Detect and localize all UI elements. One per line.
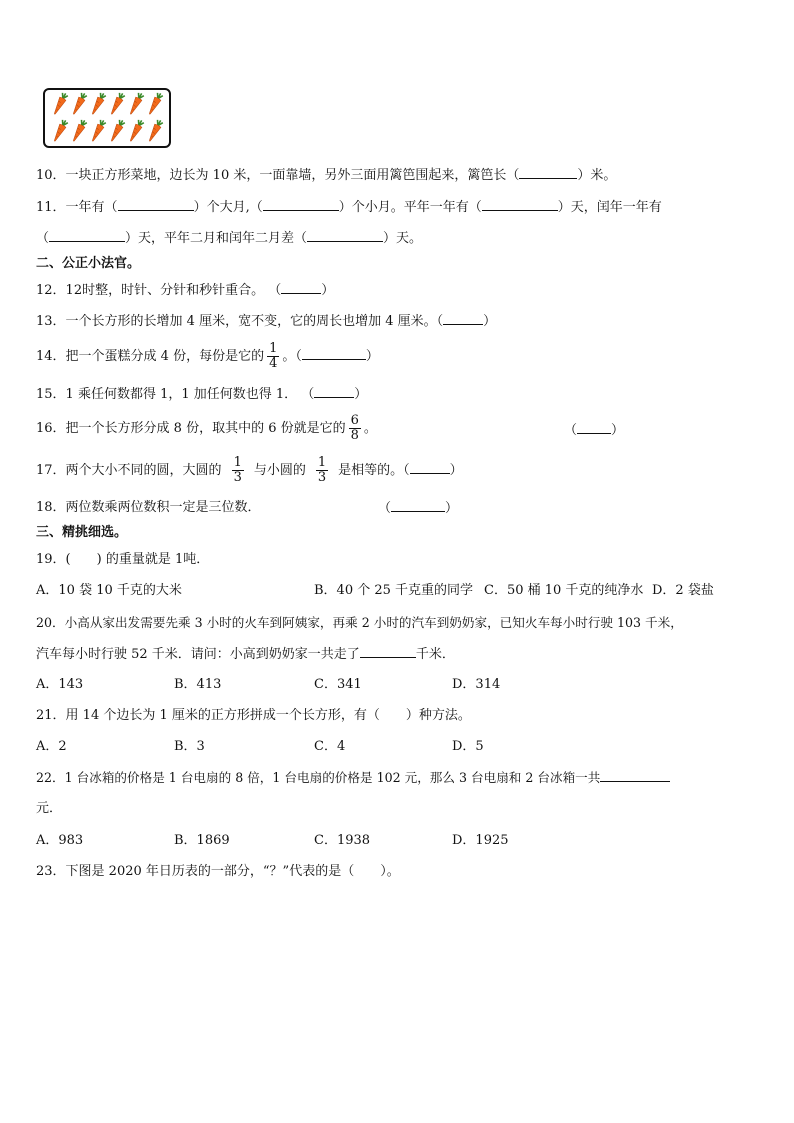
answer-blank[interactable] — [118, 198, 194, 211]
option-d[interactable]: D．1925 — [452, 833, 509, 848]
question-text: 小高从家出发需要先乘 3 小时的火车到阿姨家，再乘 2 小时的汽车到奶奶家，已知火车每小时行驶 103 千米， — [64, 615, 683, 630]
answer-blank[interactable] — [281, 281, 321, 294]
question-number: 15． — [36, 387, 66, 402]
carrot-icon — [146, 119, 164, 143]
question-number: 11． — [36, 200, 66, 215]
question-text: ）天，闰年一年有 — [557, 200, 662, 215]
question-number: 23． — [36, 864, 66, 879]
question-22 — [36, 769, 670, 787]
option-a[interactable]: A．143 — [36, 677, 84, 692]
paren-close: ） — [365, 349, 379, 364]
option-a[interactable]: A．10 袋 10 千克的大米 — [36, 583, 182, 598]
answer-blank[interactable] — [600, 769, 670, 782]
question-number: 20． — [36, 615, 65, 630]
question-number: 12． — [36, 283, 66, 298]
question-20 — [36, 614, 683, 632]
option-b[interactable]: B．40 个 25 千克重的同学 — [314, 583, 474, 598]
question-15 — [36, 385, 367, 404]
numerator: 6 — [350, 413, 359, 428]
paren-close: ） — [354, 387, 368, 402]
paren-open: （ — [378, 501, 392, 516]
option-d[interactable]: D．314 — [452, 677, 501, 692]
question-text: ）天。 — [383, 231, 423, 246]
paren-close: ） — [321, 283, 335, 298]
paren-close: ） — [483, 314, 497, 329]
section-heading: 三、精挑细选。 — [36, 525, 128, 540]
carrot-icon — [146, 92, 164, 116]
question-text: 两个大小不同的圆，大圆的 — [65, 463, 222, 478]
fraction — [316, 456, 328, 485]
question-number: 17． — [36, 463, 66, 478]
option-a[interactable]: A．983 — [36, 833, 84, 848]
question-text: 一年有（ — [65, 200, 118, 215]
carrot-icon — [108, 92, 126, 116]
answer-blank[interactable] — [577, 421, 611, 434]
option-d[interactable]: D．2 袋盐 — [652, 583, 714, 598]
question-text: 。 — [363, 421, 377, 436]
question-12 — [36, 281, 334, 300]
option-a[interactable]: A．2 — [36, 739, 67, 754]
answer-blank[interactable] — [307, 229, 383, 242]
question-14 — [36, 340, 379, 374]
question-number: 14． — [36, 349, 66, 364]
answer-blank[interactable] — [410, 461, 450, 474]
option-c[interactable]: C．50 桶 10 千克的纯净水 — [484, 583, 644, 598]
carrot-icon — [89, 119, 107, 143]
question-text: 1 台冰箱的价格是 1 台电扇的 8 倍，1 台电扇的价格是 102 元，那么 3 台电扇和 2 台冰箱一共 — [64, 770, 601, 785]
question-text: 千米． — [415, 647, 455, 662]
option-c[interactable]: C．341 — [314, 677, 362, 692]
paren-close: ） — [445, 501, 459, 516]
question-16 — [36, 412, 377, 446]
answer-blank[interactable] — [360, 645, 416, 658]
carrot-icon — [127, 92, 145, 116]
question-text: 把一个长方形分成 8 份，取其中的 6 份就是它的 — [65, 421, 346, 436]
denominator: 3 — [317, 470, 327, 485]
carrot-icon — [51, 92, 69, 116]
question-text: 。（ — [282, 349, 302, 364]
option-c[interactable]: C．1938 — [314, 833, 371, 848]
answer-blank[interactable] — [302, 347, 366, 360]
question-number: 21． — [36, 708, 66, 723]
denominator: 8 — [350, 428, 359, 443]
question-number: 18． — [36, 500, 66, 515]
denominator: 4 — [269, 356, 278, 371]
question-18 — [36, 499, 261, 517]
question-number: 19． — [36, 552, 66, 567]
question-17 — [36, 454, 463, 488]
answer-blank[interactable] — [482, 198, 558, 211]
question-text: 下图是 2020 年日历表的一部分，“？”代表的是（ ）。 — [65, 864, 400, 879]
option-b[interactable]: B．413 — [174, 677, 222, 692]
question-19 — [36, 551, 209, 569]
question-number: 10． — [36, 168, 66, 183]
answer-blank[interactable] — [263, 198, 339, 211]
question-text: （ — [36, 231, 50, 246]
question-text: ( ) 的重量就是 1吨． — [65, 552, 210, 567]
question-number: 22． — [36, 770, 65, 785]
paren-open: （ — [564, 423, 578, 438]
question-text: 两位数乘两位数积一定是三位数． — [65, 500, 261, 515]
question-16-answer — [564, 421, 624, 440]
question-10 — [36, 166, 616, 185]
question-20-line-2 — [36, 645, 455, 664]
question-text: 用 14 个边长为 1 厘米的正方形拼成一个长方形，有（ ）种方法。 — [65, 708, 471, 723]
carrot-icon — [70, 92, 88, 116]
question-text: ）个大月,（ — [193, 200, 263, 215]
question-text: 与小圆的 — [253, 463, 306, 478]
option-d[interactable]: D．5 — [452, 739, 484, 754]
question-number: 13． — [36, 314, 66, 329]
paren-close: ） — [449, 463, 463, 478]
paren-close: ） — [611, 423, 625, 438]
option-b[interactable]: B．3 — [174, 739, 205, 754]
question-text: 1 乘任何数都得 1，1 加任何数也得 1． （ — [65, 387, 315, 402]
answer-blank[interactable] — [443, 312, 483, 325]
numerator: 1 — [269, 341, 278, 356]
answer-blank[interactable] — [391, 499, 445, 512]
carrot-icon — [51, 119, 69, 143]
question-11 — [36, 198, 662, 217]
carrot-picture — [43, 88, 171, 148]
fraction — [349, 414, 361, 443]
question-number: 16． — [36, 421, 66, 436]
numerator: 1 — [317, 455, 327, 470]
question-text: ）米。 — [577, 168, 617, 183]
fraction — [267, 342, 279, 371]
answer-blank[interactable] — [519, 166, 577, 179]
question-text: 一个长方形的长增加 4 厘米，宽不变，它的周长也增加 4 厘米。（ — [65, 314, 444, 329]
carrot-icon — [89, 92, 107, 116]
question-13 — [36, 312, 496, 331]
fraction — [232, 456, 244, 485]
carrot-icon — [108, 119, 126, 143]
question-text: 是相等的。（ — [338, 463, 410, 478]
option-c[interactable]: C．4 — [314, 739, 346, 754]
question-23 — [36, 863, 400, 881]
question-22-line-2: 元． — [36, 801, 63, 816]
option-b[interactable]: B．1869 — [174, 833, 230, 848]
question-text: 一块正方形菜地，边长为 10 米，一面靠墙，另外三面用篱笆围起来，篱笆长（ — [65, 168, 520, 183]
question-21 — [36, 707, 471, 725]
answer-blank[interactable] — [49, 229, 125, 242]
numerator: 1 — [233, 455, 242, 470]
question-text: ）个小月。平年一年有（ — [338, 200, 482, 215]
question-text: 汽车每小时行驶 52 千米．请问：小高到奶奶家一共走了 — [36, 647, 360, 662]
section-heading: 二、公正小法官。 — [36, 256, 141, 271]
question-11-line-2 — [36, 229, 422, 248]
question-18-answer — [378, 499, 458, 518]
carrot-icon — [70, 119, 88, 143]
question-text: ）天，平年二月和闰年二月差（ — [125, 231, 308, 246]
question-text: 把一个蛋糕分成 4 份，每份是它的 — [65, 349, 265, 364]
denominator: 3 — [233, 470, 242, 485]
question-text: 12时整，时针、分针和秒针重合。 （ — [65, 283, 282, 298]
carrot-icon — [127, 119, 145, 143]
answer-blank[interactable] — [314, 385, 354, 398]
